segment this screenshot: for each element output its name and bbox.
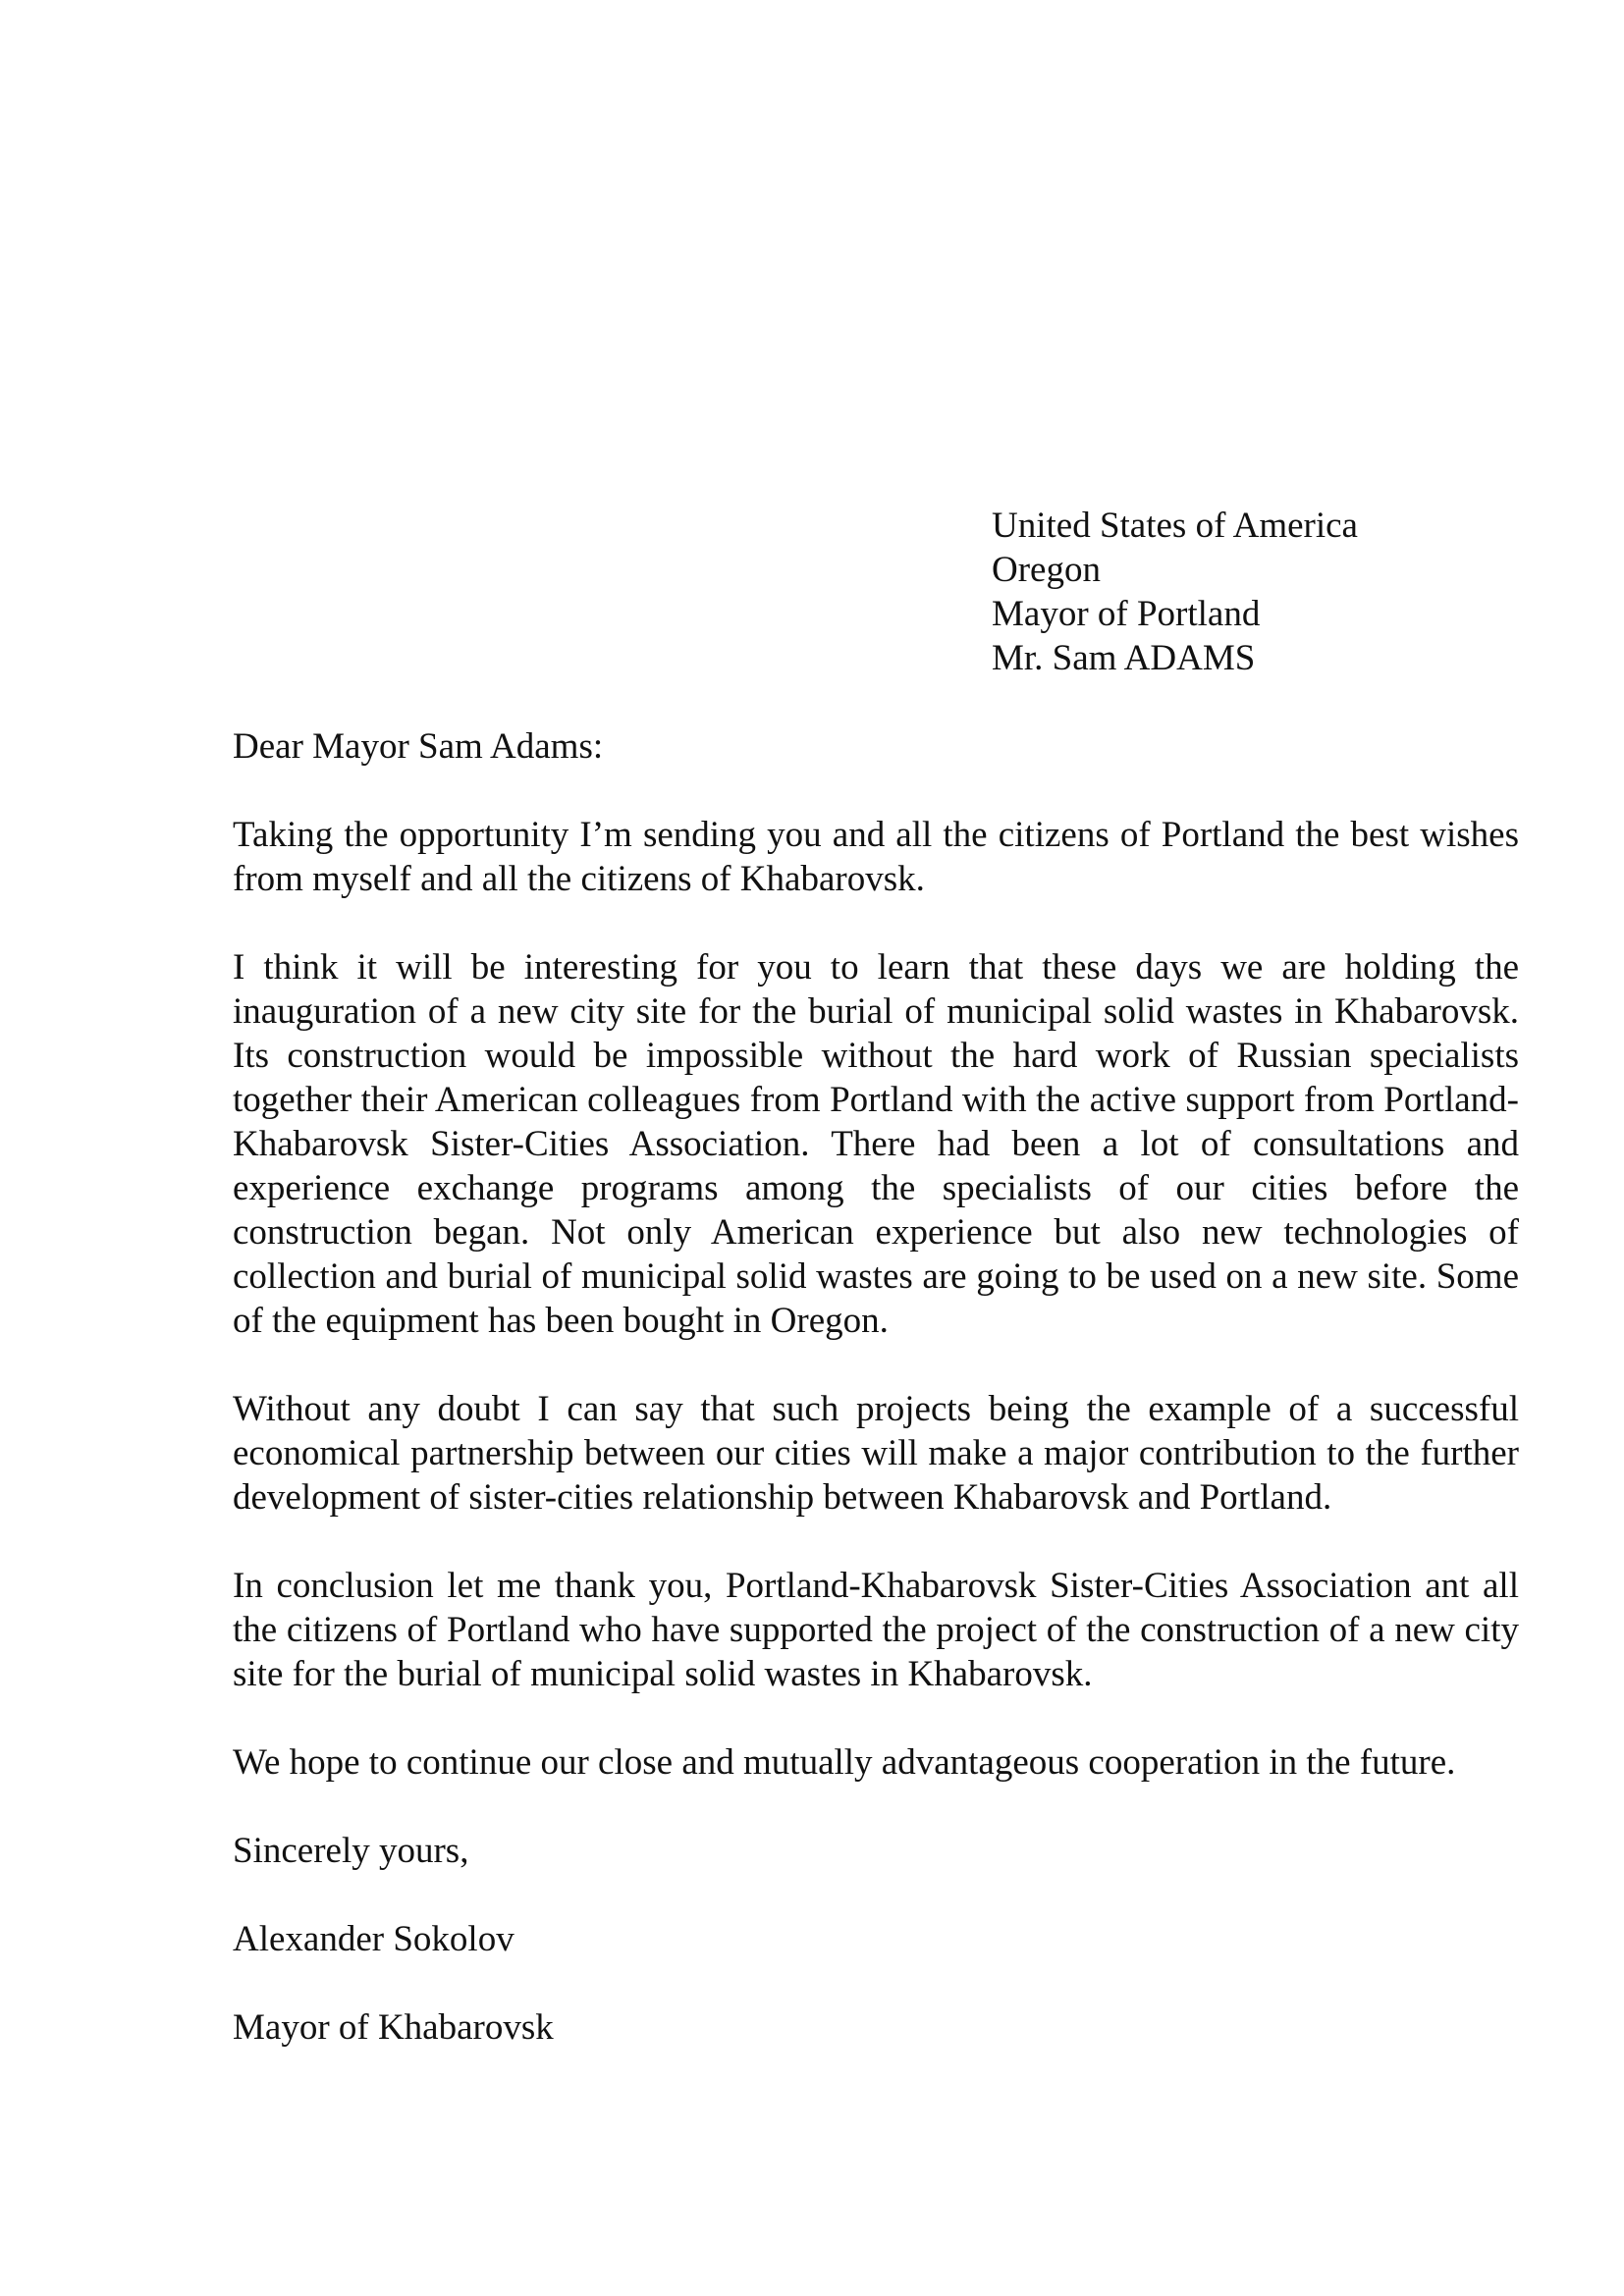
paragraph-greeting: Taking the opportunity I’m sending you and all the citizens of Portland the best wishes from myself and all the citizens of Khabarovsk. [233,815,1519,899]
signatory-name: Alexander Sokolov [233,1919,514,1959]
paragraph-partnership: Without any doubt I can say that such projects being the example of a successful economical partnership between our cities will make a major contribution to the further development of sister-cities relationship between Khabarovsk and Portland. [233,1389,1519,1518]
paragraph-project: I think it will be interesting for you to learn that these days we are holding the inauguration of a new city site for the burial of municipal solid wastes in Khabarovsk. Its construction would be impossible without the hard work of Russian specialists together their American colleagues from Portland with the active support from Portland-Khabarovsk Sister-Cities Association. There had been a lot of consultations and experience exchange programs among the specialists of our cities before the construction began. Not only American experience but also new technologies of collection and burial of municipal solid wastes are going to be used on a new site. Some of the equipment has been bought in Oregon. [233,947,1519,1341]
paragraph-thanks: In conclusion let me thank you, Portland-Khabarovsk Sister-Cities Association ant all the citizens of Portland who have supported the project of the construction of a new city site for the burial of municipal solid wastes in Khabarovsk. [233,1566,1519,1694]
closing: Sincerely yours, [233,1831,469,1871]
paragraph-cooperation: We hope to continue our close and mutually advantageous cooperation in the future. [233,1742,1456,1783]
recipient-name: Mr. Sam ADAMS [992,638,1256,678]
signatory-title: Mayor of Khabarovsk [233,2007,554,2048]
salutation: Dear Mayor Sam Adams: [233,726,604,767]
recipient-address-block [992,504,1358,680]
letter-body [233,724,1519,2050]
recipient-country: United States of America [992,506,1358,546]
recipient-state: Oregon [992,550,1101,590]
recipient-position: Mayor of Portland [992,594,1261,634]
